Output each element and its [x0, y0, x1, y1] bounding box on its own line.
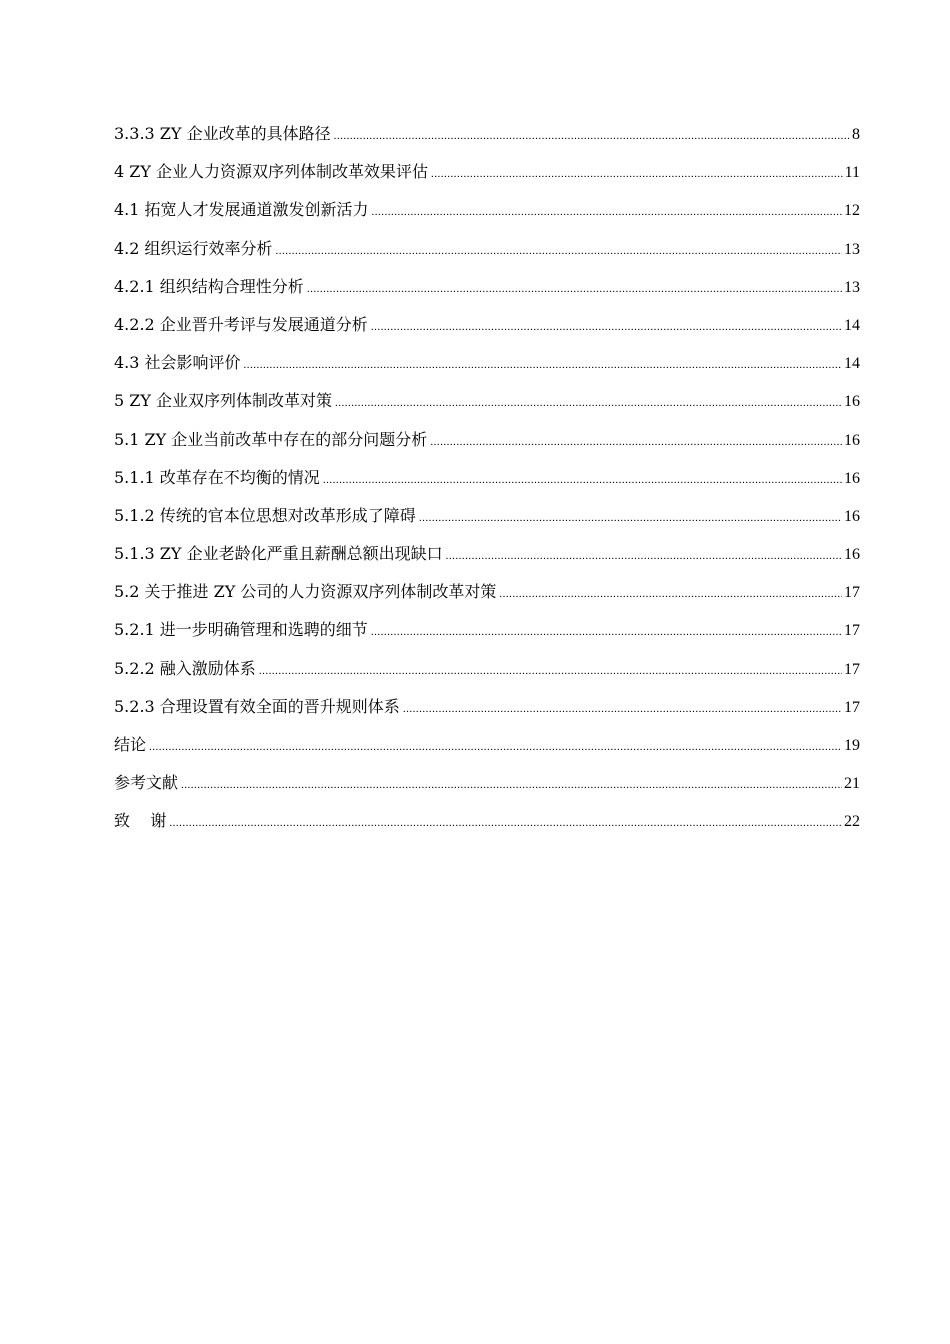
toc-entry-title: 4.2.2 企业晋升考评与发展通道分析	[114, 314, 368, 334]
toc-entry-title: 4.1 拓宽人才发展通道激发创新活力	[114, 200, 369, 220]
toc-page-number: 14	[844, 355, 860, 373]
toc-page-number: 14	[844, 316, 860, 334]
toc-leader-dots	[431, 155, 843, 193]
toc-entry[interactable]	[114, 650, 860, 688]
toc-leader-dots	[371, 308, 842, 346]
toc-entry-title: 5.2 关于推进 ZY 公司的人力资源双序列体制改革对策	[114, 582, 497, 602]
toc-page-number: 16	[844, 546, 860, 564]
toc-leader-dots	[244, 346, 842, 384]
toc-entry[interactable]	[114, 535, 860, 573]
toc-entry[interactable]	[114, 268, 860, 306]
toc-page-number: 17	[844, 622, 860, 640]
toc-entry-title: 5.1.1 改革存在不均衡的情况	[114, 467, 320, 487]
toc-leader-dots	[307, 270, 842, 308]
toc-leader-dots	[499, 575, 842, 613]
toc-leader-dots	[259, 652, 842, 690]
toc-page-number: 16	[844, 507, 860, 525]
toc-entry[interactable]	[114, 688, 860, 726]
toc-entry[interactable]	[114, 421, 860, 459]
toc-leader-dots	[371, 613, 842, 651]
toc-entry-title: 4.3 社会影响评价	[114, 353, 241, 373]
toc-entry[interactable]	[114, 306, 860, 344]
toc-page-number: 19	[844, 737, 860, 754]
toc-entry-title: 5 ZY 企业双序列体制改革对策	[114, 391, 333, 411]
toc-entry-title: 5.2.1 进一步明确管理和选聘的细节	[114, 620, 368, 640]
toc-leader-dots	[181, 766, 842, 804]
toc-entry[interactable]	[114, 115, 860, 153]
toc-entry[interactable]	[114, 344, 860, 382]
toc-page-number: 22	[844, 813, 860, 831]
toc-leader-dots	[430, 423, 842, 461]
toc-entry[interactable]	[114, 459, 860, 497]
toc-entry-title: 5.2.2 融入激励体系	[114, 658, 256, 678]
toc-page-number: 17	[844, 698, 860, 716]
toc-page-number: 21	[844, 775, 860, 793]
toc-entry[interactable]	[114, 802, 860, 840]
toc-page-number: 16	[844, 393, 860, 411]
toc-entry-title: 5.1.3 ZY 企业老龄化严重且薪酬总额出现缺口	[114, 544, 443, 564]
toc-leader-dots	[335, 384, 842, 422]
toc-entry[interactable]	[114, 764, 860, 802]
toc-leader-dots	[446, 537, 842, 575]
toc-leader-dots	[419, 499, 842, 537]
toc-entry-title: 5.2.3 合理设置有效全面的晋升规则体系	[114, 696, 400, 716]
toc-entry-title: 结论	[114, 735, 147, 754]
toc-page-number: 17	[844, 660, 860, 678]
toc-page-number: 16	[844, 469, 860, 487]
toc-entry[interactable]	[114, 230, 860, 268]
table-of-contents	[114, 115, 860, 841]
toc-entry-title: 4.2.1 组织结构合理性分析	[114, 276, 304, 296]
toc-entry-title: 参考文献	[114, 773, 179, 793]
toc-entry[interactable]	[114, 573, 860, 611]
toc-leader-dots	[323, 461, 842, 499]
toc-page-number: 13	[844, 240, 860, 258]
toc-leader-dots	[149, 728, 842, 766]
toc-page-number: 11	[844, 164, 860, 182]
toc-entry-title: 5.1 ZY 企业当前改革中存在的部分问题分析	[114, 429, 428, 449]
toc-entry[interactable]	[114, 191, 860, 229]
toc-entry-title: 3.3.3 ZY 企业改革的具体路径	[114, 124, 331, 143]
toc-entry-title: 5.1.2 传统的官本位思想对改革形成了障碍	[114, 505, 416, 525]
toc-leader-dots	[334, 117, 850, 155]
toc-entry[interactable]	[114, 153, 860, 191]
toc-page-number: 17	[844, 584, 860, 602]
toc-leader-dots	[276, 232, 842, 270]
toc-leader-dots	[372, 193, 842, 231]
toc-page-number: 16	[844, 431, 860, 449]
toc-leader-dots	[169, 804, 842, 842]
toc-page-number: 8	[852, 126, 860, 143]
toc-entry-title: 4.2 组织运行效率分析	[114, 238, 273, 258]
toc-page-number: 13	[844, 278, 860, 296]
toc-entry[interactable]	[114, 726, 860, 764]
toc-leader-dots	[403, 690, 842, 728]
toc-entry-title: 致 谢	[114, 811, 167, 831]
toc-entry-title: 4 ZY 企业人力资源双序列体制改革效果评估	[114, 162, 429, 182]
toc-entry[interactable]	[114, 497, 860, 535]
toc-entry[interactable]	[114, 611, 860, 649]
toc-entry[interactable]	[114, 382, 860, 420]
toc-page-number: 12	[844, 202, 860, 220]
